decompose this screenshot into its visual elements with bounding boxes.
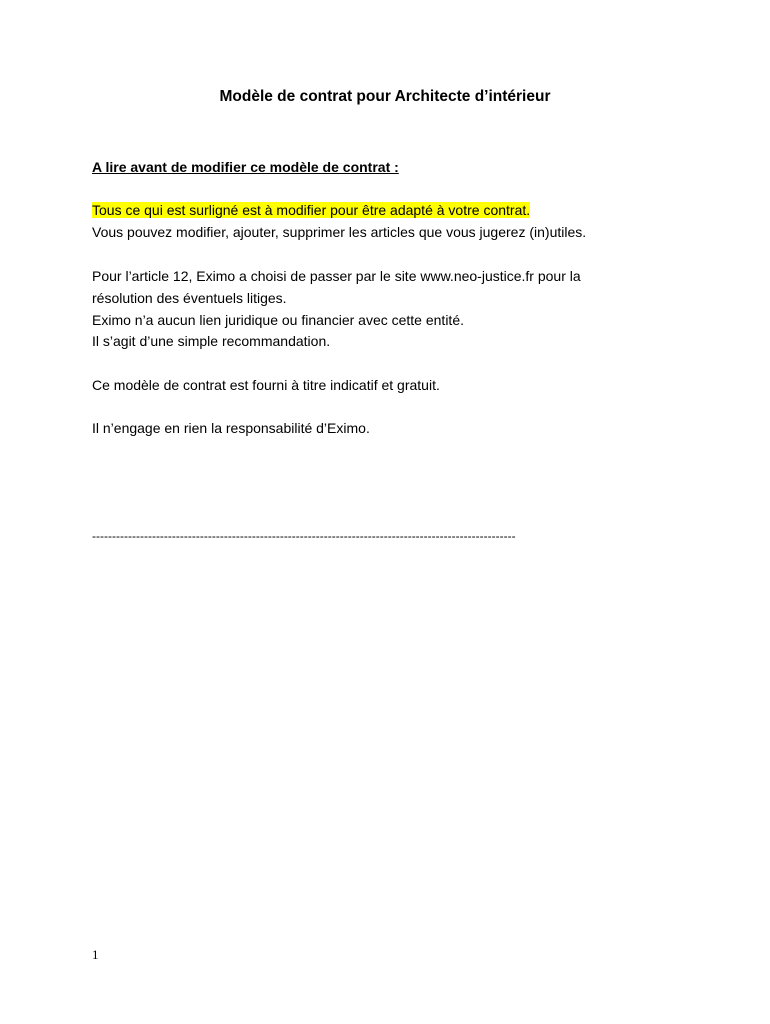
free-note: Ce modèle de contrat est fourni à titre indicatif et gratuit. xyxy=(92,377,440,393)
highlighted-instruction-line xyxy=(92,200,692,222)
notice-heading: A lire avant de modifier ce modèle de contrat : xyxy=(92,159,399,175)
article-note-line: Pour l’article 12, Eximo a choisi de passer par le site www.neo-justice.fr pour la xyxy=(92,268,581,284)
document-title: Modèle de contrat pour Architecte d’intérieur xyxy=(219,88,551,105)
article-note xyxy=(92,266,692,353)
highlighted-instruction: Tous ce qui est surligné est à modifier pour être adapté à votre contrat. xyxy=(92,202,531,218)
article-note-line: Eximo n’a aucun lien juridique ou financier avec cette entité. xyxy=(92,311,464,328)
edit-note: Vous pouvez modifier, ajouter, supprimer les articles que vous jugerez (in)utiles. xyxy=(92,224,587,240)
liability-note: Il n’engage en rien la responsabilité d’Eximo. xyxy=(92,420,370,436)
article-note-line: Il s’agit d’une simple recommandation. xyxy=(92,333,331,350)
page-number: 1 xyxy=(92,947,99,962)
article-note-line: résolution des éventuels litiges. xyxy=(92,289,287,306)
separator-line: ---------------------------------------------------------------------------------------------------------- xyxy=(92,529,516,543)
